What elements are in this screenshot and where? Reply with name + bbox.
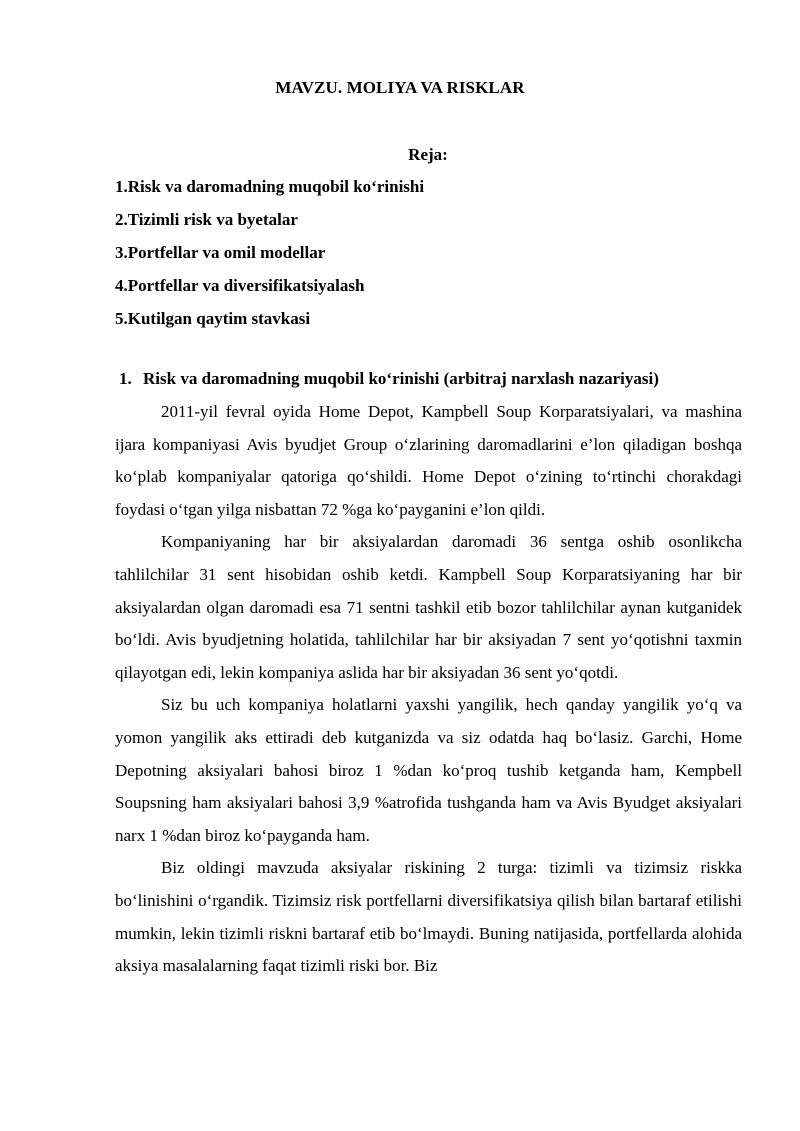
paragraph: Kompaniyaning har bir aksiyalardan daromadi 36 sentga oshib osonlikcha tahlilchilar 31 sent hisobidan oshib ketdi. Kampbell Soup Korparatsiyaning har bir aksiyalardan olgan daromadi esa 71 sentni tashkil etib bozor tahlilchilar aynan kutganidek bo‘ldi. Avis byudjetning holatida, tahlilchilar har bir aksiyadan 7 sent yo‘qotishni taxmin qilayotgan edi, lekin kompaniya aslida har bir aksiyadan 36 sent yo‘qotdi. — [115, 532, 742, 682]
plan-list — [115, 173, 424, 338]
body-text — [115, 396, 742, 983]
plan-item: 3.Portfellar va omil modellar — [115, 243, 326, 262]
section-heading — [119, 369, 659, 389]
paragraph: 2011-yil fevral oyida Home Depot, Kampbell Soup Korparatsiyalari, va mashina ijara kompaniyasi Avis byudjet Group o‘zlarining daromadlarini e’lon qiladigan boshqa ko‘plab kompaniyalar qatoriga qo‘shildi. Home Depot o‘zining to‘rtinchi chorakdagi foydasi o‘tgan yilga nisbattan 72 %ga ko‘payganini e’lon qildi. — [115, 402, 742, 519]
paragraph: Siz bu uch kompaniya holatlarni yaxshi yangilik, hech qanday yangilik yo‘q va yomon yangilik aks ettiradi deb kutganizda va siz odatda haq bo‘lasiz. Garchi, Home Depotning aksiyalari bahosi biroz 1 %dan ko‘proq tushib ketganda ham, Kempbell Soupsning ham aksiyalari bahosi 3,9 %atrofida tushganda ham va Avis Byudget aksiyalari narx 1 %dan biroz ko‘payganda ham. — [115, 695, 742, 845]
plan-heading: Reja: — [408, 145, 448, 164]
paragraph: Biz oldingi mavzuda aksiyalar riskining 2 turga: tizimli va tizimsiz riskka bo‘linishini o‘rgandik. Tizimsiz risk portfellarni diversifikatsiya qilish bilan bartaraf etilishi mumkin, lekin tizimli riskni bartaraf etib bo‘lmaydi. Buning natijasida, portfellarda alohida aksiya masalalarning faqat tizimli riski bor. Biz — [115, 858, 742, 976]
section-heading-text: Risk va daromadning muqobil ko‘rinishi (arbitraj narxlash nazariyasi) — [143, 369, 659, 388]
section-number: 1. — [119, 369, 132, 388]
plan-item: 1.Risk va daromadning muqobil ko‘rinishi — [115, 177, 425, 196]
document-title: MAVZU. MOLIYA VA RISKLAR — [275, 78, 525, 97]
plan-item: 5.Kutilgan qaytim stavkasi — [115, 309, 311, 328]
plan-item: 4.Portfellar va diversifikatsiyalash — [115, 276, 365, 295]
plan-item: 2.Tizimli risk va byetalar — [115, 210, 298, 229]
